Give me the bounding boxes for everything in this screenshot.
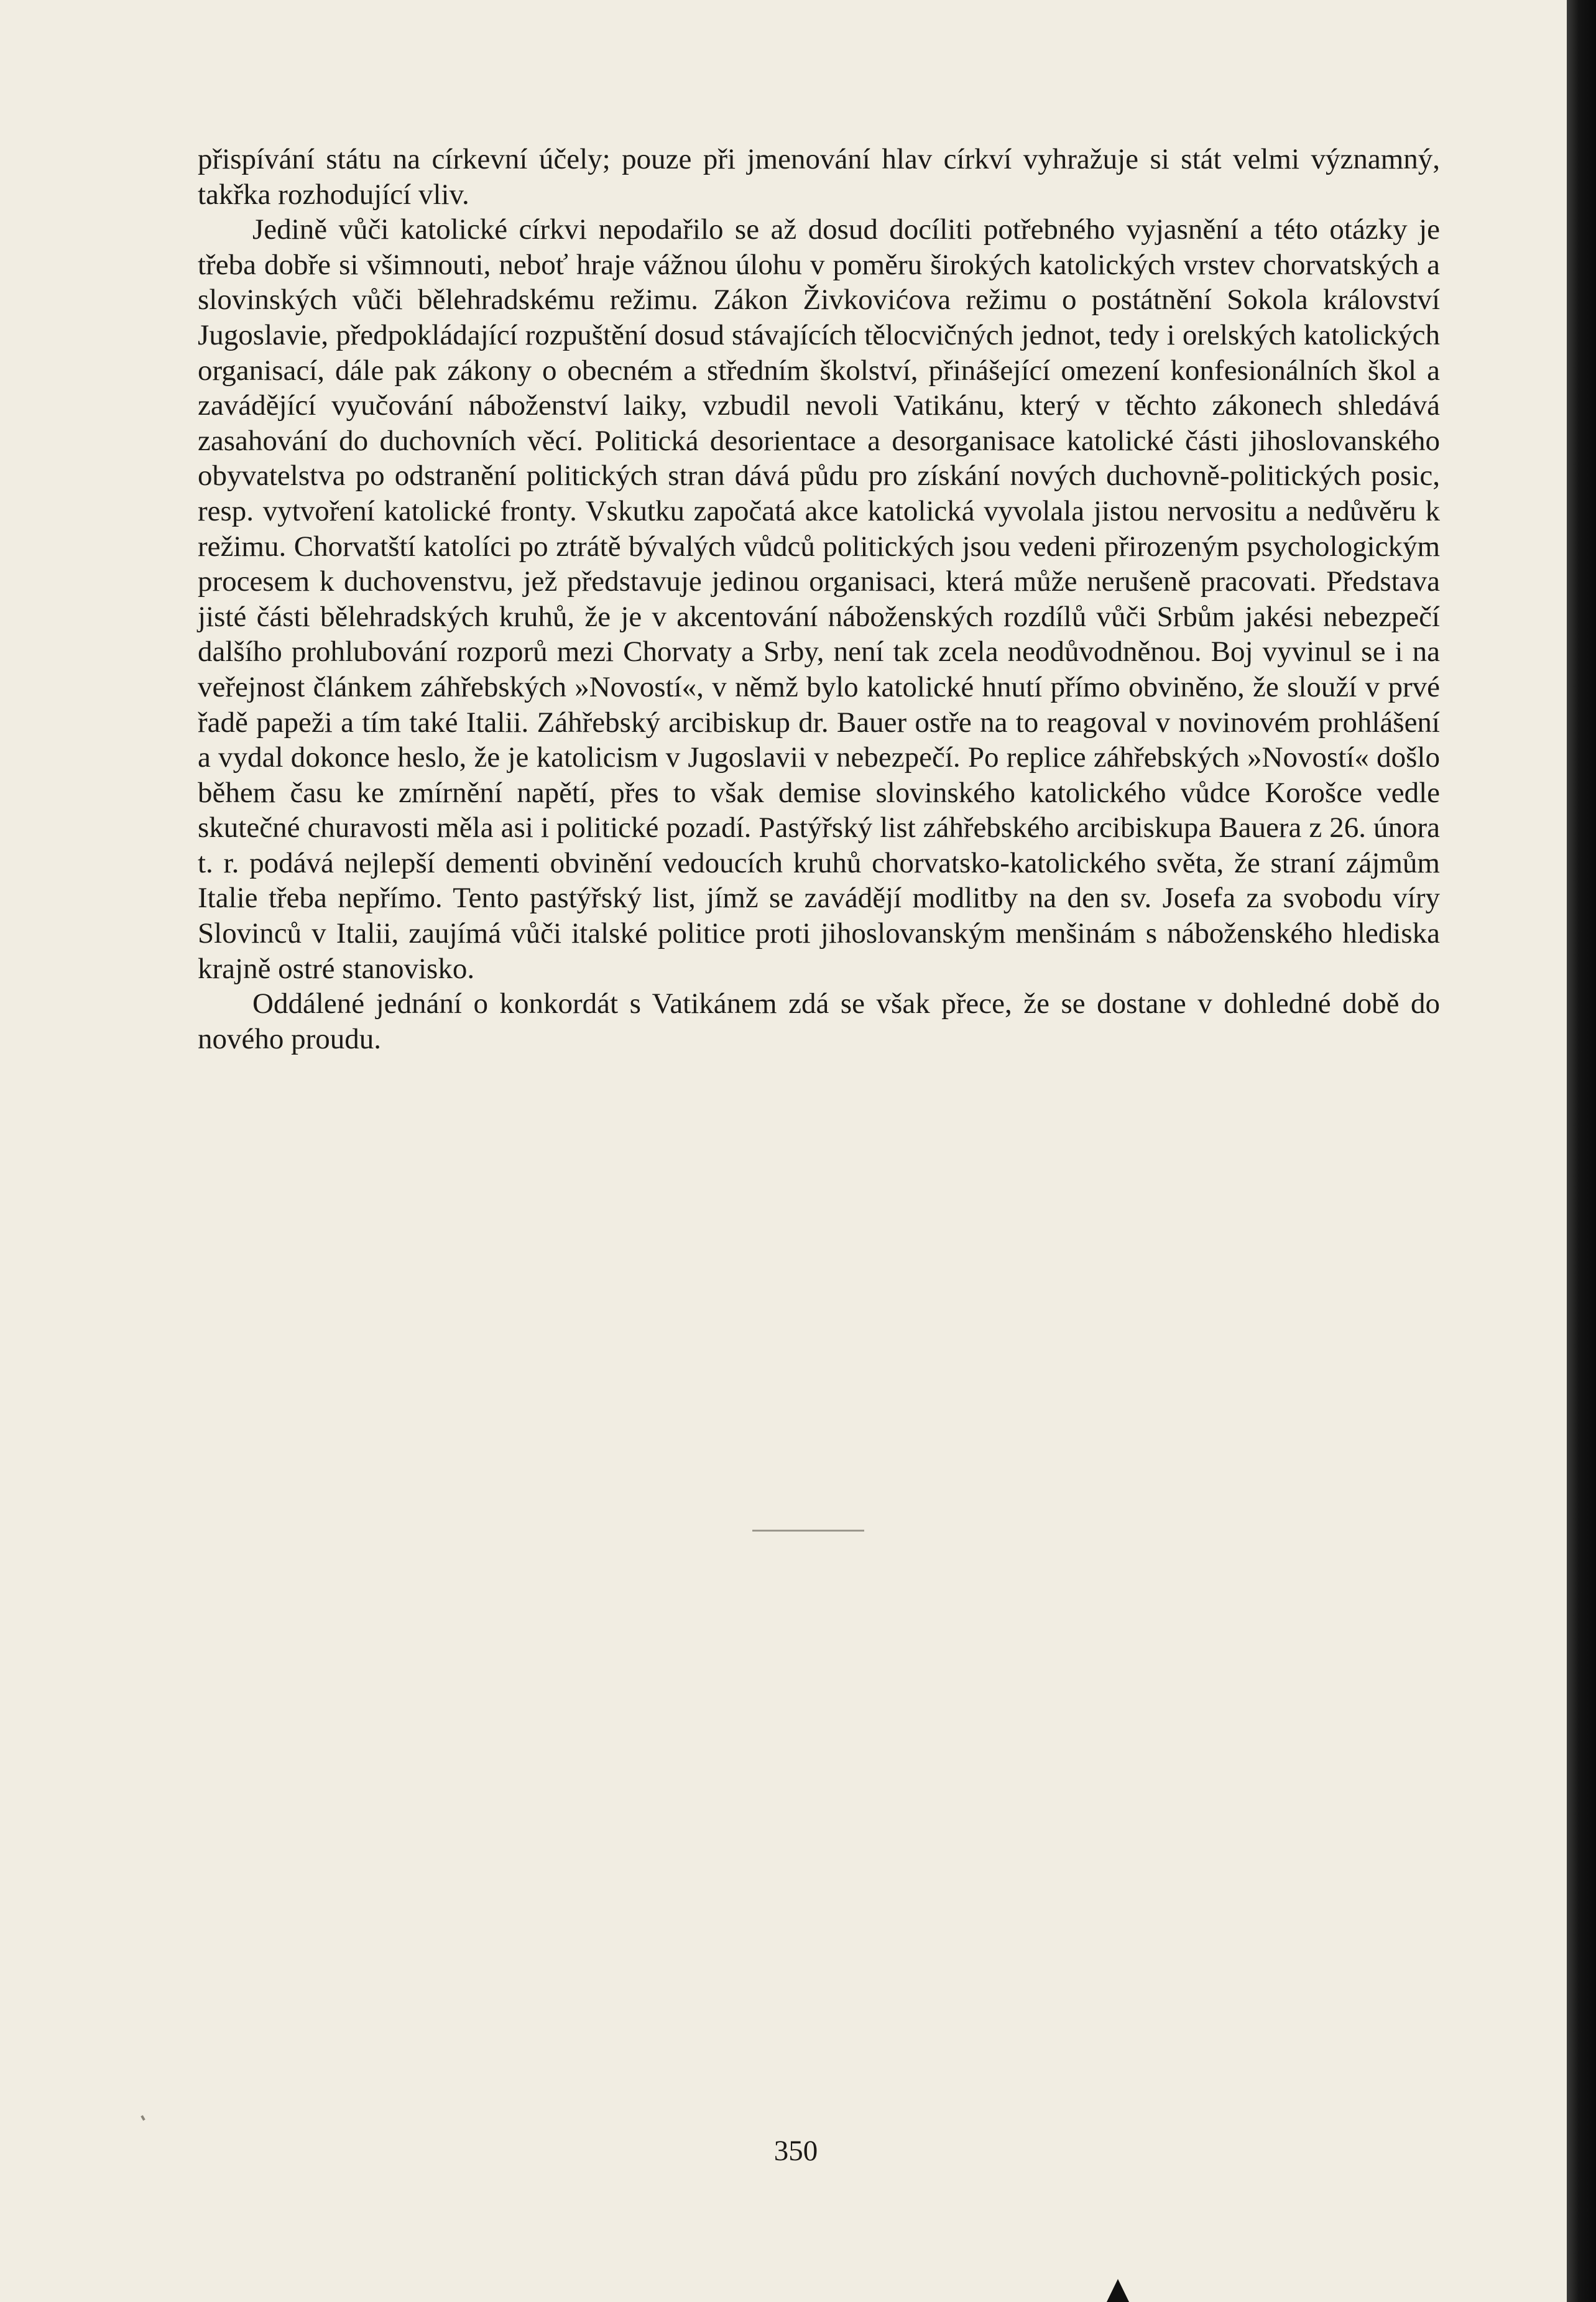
section-divider <box>752 1530 864 1532</box>
paper-speck <box>141 2115 145 2121</box>
paragraph-3: Oddálené jednání o konkordát s Vatikánem zdá se však přece, že se dostane v dohledné době do nového proudu. <box>198 987 1440 1055</box>
body-text <box>198 142 1440 1056</box>
paragraph-2: Jedině vůči katolické církvi nepodařilo se až dosud docíliti potřebného vyjasnění a této otázky je třeba dobře si všimnouti, neboť hraje vážnou úlohu v poměru širokých katolických vrstev chorvatských a slovinských vůči bělehradskému režimu. Zákon Živkovićova režimu o postátnění Sokola království Jugoslavie, předpokládající rozpuštění dosud stávajících tělocvičných jednot, tedy i orelských katolických organisací, dále pak zákony o obecném a středním školství, přinášející omezení konfesionálních škol a zavádějící vyučování náboženství laiky, vzbudil nevoli Vatikánu, který v těchto zákonech shledává zasahování do duchovních věcí. Politická desorientace a desorganisace katolické části jihoslovanského obyvatelstva po odstranění politických stran dává půdu pro získání nových duchovně-politických posic, resp. vytvoření katolické fronty. Vskutku započatá akce katolická vyvolala jistou nervositu a nedůvěru k režimu. Chorvatští katolíci po ztrátě bývalých vůdců politických jsou vedeni přirozeným psychologickým procesem k duchovenstvu, jež představuje jedinou organisaci, která může nerušeně pracovati. Představa jisté části bělehradských kruhů, že je v akcentování náboženských rozdílů vůči Srbům jakési nebezpečí dalšího prohlubování rozporů mezi Chorvaty a Srby, není tak zcela neodůvodněnou. Boj vyvinul se i na veřejnost článkem záhřebských »Novostí«, v němž bylo katolické hnutí přímo obviněno, že slouží v prvé řadě papeži a tím také Italii. Záhřebský arcibiskup dr. Bauer ostře na to reagoval v novinovém prohlášení a vydal dokonce heslo, že je katolicism v Jugoslavii v nebezpečí. Po replice záhřebských »Novostí« došlo během času ke zmírnění napětí, přes to však demise slovinského katolického vůdce Korošce vedle skutečné churavosti měla asi i politické pozadí. Pastýřský list záhřebského arcibiskupa Bauera z 26. února t. r. podává nejlepší dementi obvinění vedoucích kruhů chorvatsko-katolického světa, že straní zájmům Italie třeba nepřímo. Tento pastýřský list, jímž se zavádějí modlitby na den sv. Josefa za svobodu víry Slovinců v Italii, zaujímá vůči italské politice proti jihoslovanským menšinám s náboženského hlediska krajně ostré stanovisko. <box>198 213 1440 985</box>
scan-corner-mark <box>1107 2279 1129 2302</box>
book-binding-edge <box>1567 0 1596 2302</box>
page-number: 350 <box>773 2135 818 2167</box>
paragraph-1: přispívání státu na církevní účely; pouze při jmenování hlav církví vyhražuje si stát velmi významný, takřka rozhodující vliv. <box>198 143 1440 211</box>
